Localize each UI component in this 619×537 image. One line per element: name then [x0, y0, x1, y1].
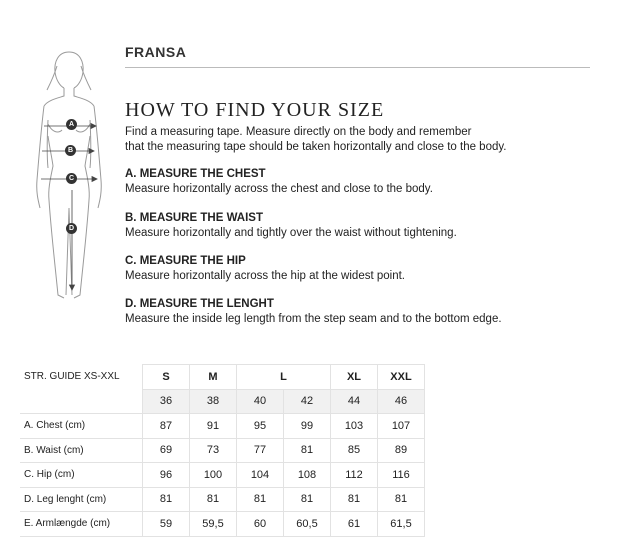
section-waist-title: B. MEASURE THE WAIST — [125, 212, 264, 224]
table-row — [20, 487, 425, 512]
intro-text — [125, 125, 595, 155]
table-cell: 91 — [190, 414, 237, 439]
table-cell: 99 — [284, 414, 331, 439]
size-header-m: M — [190, 365, 237, 390]
table-cell: 104 — [237, 463, 284, 488]
size-header-xxl: XXL — [378, 365, 425, 390]
size-header-l: L — [237, 365, 331, 390]
page-heading: HOW TO FIND YOUR SIZE — [125, 99, 385, 121]
section-length — [125, 297, 595, 327]
table-cell: 81 — [284, 438, 331, 463]
section-length-title: D. MEASURE THE LENGHT — [125, 298, 274, 310]
table-cell: 85 — [331, 438, 378, 463]
table-cell: 81 — [378, 487, 425, 512]
table-cell: 81 — [143, 487, 190, 512]
table-cell: 61 — [331, 512, 378, 537]
section-hip-title: C. MEASURE THE HIP — [125, 255, 246, 267]
table-cell: 89 — [378, 438, 425, 463]
size-guide-label: STR. GUIDE XS-XXL — [24, 371, 120, 383]
table-cell: 107 — [378, 414, 425, 439]
intro-line-2: that the measuring tape should be taken horizontally and close to the body. — [125, 141, 507, 153]
section-chest-text: Measure horizontally across the chest and close to the body. — [125, 183, 433, 195]
table-cell: 95 — [237, 414, 284, 439]
size-number: 40 — [237, 389, 284, 414]
size-number: 44 — [331, 389, 378, 414]
size-header-row — [20, 365, 425, 390]
intro-line-1: Find a measuring tape. Measure directly on the body and remember — [125, 126, 472, 138]
brand-name: FRANSA — [125, 44, 187, 60]
figure-marker-c: C — [66, 173, 77, 184]
table-cell: 61,5 — [378, 512, 425, 537]
figure-marker-d: D — [66, 223, 77, 234]
brand-divider — [125, 67, 590, 68]
table-cell: 87 — [143, 414, 190, 439]
section-chest — [125, 167, 595, 197]
section-waist-text: Measure horizontally and tightly over the waist without tightening. — [125, 227, 457, 239]
table-cell: 81 — [331, 487, 378, 512]
section-length-text: Measure the inside leg length from the step seam and to the bottom edge. — [125, 313, 502, 325]
table-cell: 112 — [331, 463, 378, 488]
size-number: 36 — [143, 389, 190, 414]
size-header-xl: XL — [331, 365, 378, 390]
row-label: C. Hip (cm) — [20, 463, 143, 488]
section-hip — [125, 254, 595, 284]
row-label: A. Chest (cm) — [20, 414, 143, 439]
table-cell: 103 — [331, 414, 378, 439]
table-cell: 108 — [284, 463, 331, 488]
size-number: 42 — [284, 389, 331, 414]
table-cell: 60,5 — [284, 512, 331, 537]
table-cell: 60 — [237, 512, 284, 537]
table-cell: 77 — [237, 438, 284, 463]
table-cell: 96 — [143, 463, 190, 488]
figure-marker-b: B — [65, 145, 76, 156]
table-cell: 69 — [143, 438, 190, 463]
row-label: D. Leg lenght (cm) — [20, 487, 143, 512]
table-cell: 81 — [190, 487, 237, 512]
size-header-s: S — [143, 365, 190, 390]
section-hip-text: Measure horizontally across the hip at the widest point. — [125, 270, 405, 282]
size-number: 38 — [190, 389, 237, 414]
section-waist — [125, 211, 595, 241]
table-row — [20, 512, 425, 537]
table-cell: 59,5 — [190, 512, 237, 537]
section-chest-title: A. MEASURE THE CHEST — [125, 168, 266, 180]
figure-marker-a: A — [66, 119, 77, 130]
table-row — [20, 414, 425, 439]
table-cell: 81 — [284, 487, 331, 512]
table-cell: 100 — [190, 463, 237, 488]
size-table — [20, 364, 425, 537]
table-cell: 116 — [378, 463, 425, 488]
row-label: B. Waist (cm) — [20, 438, 143, 463]
table-cell: 81 — [237, 487, 284, 512]
size-number-row — [20, 389, 425, 414]
table-row — [20, 438, 425, 463]
table-cell: 59 — [143, 512, 190, 537]
size-number: 46 — [378, 389, 425, 414]
table-cell: 73 — [190, 438, 237, 463]
row-label: E. Armlængde (cm) — [20, 512, 143, 537]
table-row — [20, 463, 425, 488]
